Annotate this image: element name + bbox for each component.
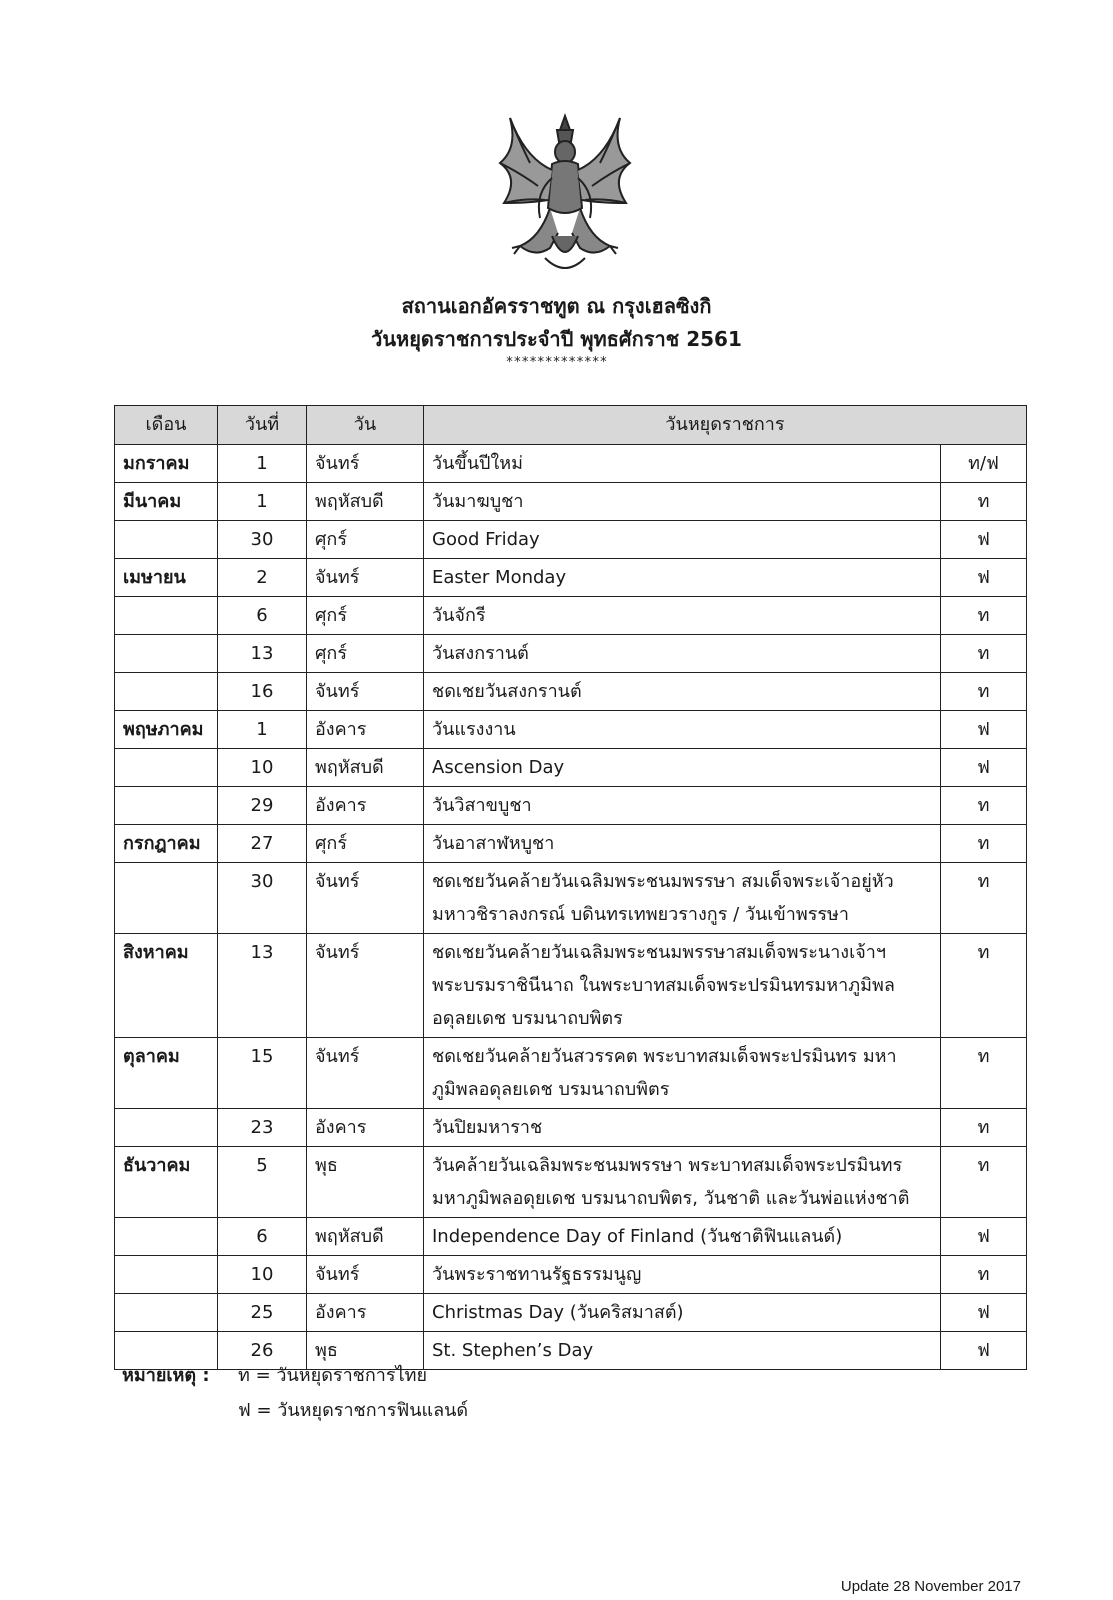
weekday-cell: ศุกร์	[307, 521, 424, 559]
column-header-day: วัน	[307, 406, 424, 445]
holiday-type-cell: ฟ	[941, 559, 1027, 597]
table-row	[115, 749, 1027, 787]
table-row	[115, 1109, 1027, 1147]
table-row	[115, 521, 1027, 559]
holiday-type-cell: ท	[941, 483, 1027, 521]
holiday-type-cell: ฟ	[941, 749, 1027, 787]
date-cell: 13	[218, 635, 307, 673]
holiday-type-cell: ท	[941, 934, 1027, 1038]
holiday-cell: ชดเชยวันคล้ายวันเฉลิมพระชนมพรรษา สมเด็จพระเจ้าอยู่หัว มหาวชิราลงกรณ์ บดินทรเทพยวรางกูร / วันเข้าพรรษา	[424, 863, 941, 934]
date-cell: 26	[218, 1332, 307, 1370]
weekday-cell: พฤหัสบดี	[307, 749, 424, 787]
date-cell: 15	[218, 1038, 307, 1109]
date-cell: 29	[218, 787, 307, 825]
month-cell	[115, 787, 218, 825]
date-cell: 6	[218, 1218, 307, 1256]
holiday-cell: วันอาสาฬหบูชา	[424, 825, 941, 863]
month-cell	[115, 1109, 218, 1147]
holiday-type-cell: ท	[941, 1147, 1027, 1218]
table-row	[115, 445, 1027, 483]
month-cell: กรกฎาคม	[115, 825, 218, 863]
holiday-cell: วันพระราชทานรัฐธรรมนูญ	[424, 1256, 941, 1294]
weekday-cell: อังคาร	[307, 1109, 424, 1147]
holiday-type-cell: ท	[941, 1109, 1027, 1147]
holiday-type-cell: ฟ	[941, 711, 1027, 749]
holiday-type-cell: ท	[941, 673, 1027, 711]
holiday-type-cell: ท	[941, 787, 1027, 825]
table-row	[115, 1256, 1027, 1294]
table-row	[115, 635, 1027, 673]
note-finland-legend: ฟ = วันหยุดราชการฟินแลนด์	[238, 1400, 469, 1421]
note-label: หมายเหตุ :	[122, 1365, 210, 1386]
holiday-cell: ชดเชยวันคล้ายวันสวรรคต พระบาทสมเด็จพระปรมินทร มหาภูมิพลอดุลยเดช บรมนาถบพิตร	[424, 1038, 941, 1109]
month-cell	[115, 1218, 218, 1256]
month-cell: เมษายน	[115, 559, 218, 597]
holiday-cell: วันจักรี	[424, 597, 941, 635]
weekday-cell: จันทร์	[307, 1256, 424, 1294]
weekday-cell: พฤหัสบดี	[307, 1218, 424, 1256]
date-cell: 23	[218, 1109, 307, 1147]
table-row	[115, 673, 1027, 711]
note-thai-legend: ท = วันหยุดราชการไทย	[238, 1365, 428, 1386]
table-row	[115, 825, 1027, 863]
holiday-cell: Good Friday	[424, 521, 941, 559]
holiday-type-cell: ท	[941, 825, 1027, 863]
weekday-cell: พฤหัสบดี	[307, 483, 424, 521]
holiday-cell: Ascension Day	[424, 749, 941, 787]
holiday-cell: วันวิสาขบูชา	[424, 787, 941, 825]
holiday-cell: Easter Monday	[424, 559, 941, 597]
date-cell: 30	[218, 863, 307, 934]
weekday-cell: จันทร์	[307, 1038, 424, 1109]
holiday-type-cell: ฟ	[941, 1294, 1027, 1332]
holiday-cell: วันปิยมหาราช	[424, 1109, 941, 1147]
column-header-date: วันที่	[218, 406, 307, 445]
holiday-type-cell: ฟ	[941, 521, 1027, 559]
column-header-month: เดือน	[115, 406, 218, 445]
holiday-cell: วันมาฆบูชา	[424, 483, 941, 521]
weekday-cell: จันทร์	[307, 673, 424, 711]
document-title: วันหยุดราชการประจำปี พุทธศักราช 2561	[371, 327, 742, 351]
table-row	[115, 1147, 1027, 1218]
holiday-type-cell: ท	[941, 1038, 1027, 1109]
date-cell: 10	[218, 749, 307, 787]
month-cell	[115, 1256, 218, 1294]
update-date: Update 28 November 2017	[840, 1578, 1021, 1595]
holiday-cell: ชดเชยวันสงกรานต์	[424, 673, 941, 711]
table-row	[115, 483, 1027, 521]
date-cell: 27	[218, 825, 307, 863]
month-cell: ตุลาคม	[115, 1038, 218, 1109]
weekday-cell: พุธ	[307, 1332, 424, 1370]
column-header-holiday: วันหยุดราชการ	[424, 406, 1027, 445]
weekday-cell: ศุกร์	[307, 597, 424, 635]
month-cell	[115, 749, 218, 787]
date-cell: 10	[218, 1256, 307, 1294]
date-cell: 25	[218, 1294, 307, 1332]
holiday-cell: วันแรงงาน	[424, 711, 941, 749]
month-cell	[115, 1294, 218, 1332]
date-cell: 13	[218, 934, 307, 1038]
weekday-cell: จันทร์	[307, 934, 424, 1038]
date-cell: 6	[218, 597, 307, 635]
month-cell: มกราคม	[115, 445, 218, 483]
date-cell: 30	[218, 521, 307, 559]
holiday-cell: St. Stephen’s Day	[424, 1332, 941, 1370]
month-cell: ธันวาคม	[115, 1147, 218, 1218]
weekday-cell: อังคาร	[307, 711, 424, 749]
date-cell: 2	[218, 559, 307, 597]
weekday-cell: จันทร์	[307, 559, 424, 597]
date-cell: 16	[218, 673, 307, 711]
table-row	[115, 597, 1027, 635]
weekday-cell: จันทร์	[307, 863, 424, 934]
weekday-cell: จันทร์	[307, 445, 424, 483]
month-cell	[115, 635, 218, 673]
date-cell: 5	[218, 1147, 307, 1218]
holiday-table	[114, 405, 1027, 1370]
garuda-emblem-icon	[490, 108, 640, 283]
holiday-cell: วันขึ้นปีใหม่	[424, 445, 941, 483]
table-header-row	[115, 406, 1027, 445]
holiday-type-cell: ฟ	[941, 1218, 1027, 1256]
table-row	[115, 1218, 1027, 1256]
holiday-type-cell: ท	[941, 635, 1027, 673]
date-cell: 1	[218, 711, 307, 749]
holiday-cell: วันคล้ายวันเฉลิมพระชนมพรรษา พระบาทสมเด็จพระปรมินทร มหาภูมิพลอดุยเดช บรมนาถบพิตร, วันชาติ และวันพ่อแห่งชาติ	[424, 1147, 941, 1218]
table-row	[115, 711, 1027, 749]
title-separator: *************	[505, 355, 608, 370]
table-row	[115, 934, 1027, 1038]
date-cell: 1	[218, 483, 307, 521]
table-row	[115, 1294, 1027, 1332]
holiday-cell: ชดเชยวันคล้ายวันเฉลิมพระชนมพรรษาสมเด็จพระนางเจ้าฯ พระบรมราชินีนาถ ในพระบาทสมเด็จพระปรมินทรมหาภูมิพล อดุลยเดช บรมนาถบพิตร	[424, 934, 941, 1038]
weekday-cell: ศุกร์	[307, 825, 424, 863]
month-cell	[115, 673, 218, 711]
table-row	[115, 863, 1027, 934]
holiday-cell: วันสงกรานต์	[424, 635, 941, 673]
month-cell: สิงหาคม	[115, 934, 218, 1038]
holiday-cell: Christmas Day (วันคริสมาสต์)	[424, 1294, 941, 1332]
month-cell	[115, 863, 218, 934]
table-row	[115, 787, 1027, 825]
holiday-type-cell: ท	[941, 863, 1027, 934]
table-row	[115, 1038, 1027, 1109]
month-cell: มีนาคม	[115, 483, 218, 521]
holiday-type-cell: ท	[941, 1256, 1027, 1294]
embassy-name: สถานเอกอัครราชทูต ณ กรุงเฮลซิงกิ	[401, 294, 712, 318]
holiday-type-cell: ท/ฟ	[941, 445, 1027, 483]
date-cell: 1	[218, 445, 307, 483]
holiday-type-cell: ฟ	[941, 1332, 1027, 1370]
table-row	[115, 559, 1027, 597]
month-cell: พฤษภาคม	[115, 711, 218, 749]
month-cell	[115, 597, 218, 635]
weekday-cell: อังคาร	[307, 787, 424, 825]
weekday-cell: ศุกร์	[307, 635, 424, 673]
holiday-type-cell: ท	[941, 597, 1027, 635]
month-cell	[115, 521, 218, 559]
holiday-cell: Independence Day of Finland (วันชาติฟินแลนด์)	[424, 1218, 941, 1256]
weekday-cell: พุธ	[307, 1147, 424, 1218]
weekday-cell: อังคาร	[307, 1294, 424, 1332]
